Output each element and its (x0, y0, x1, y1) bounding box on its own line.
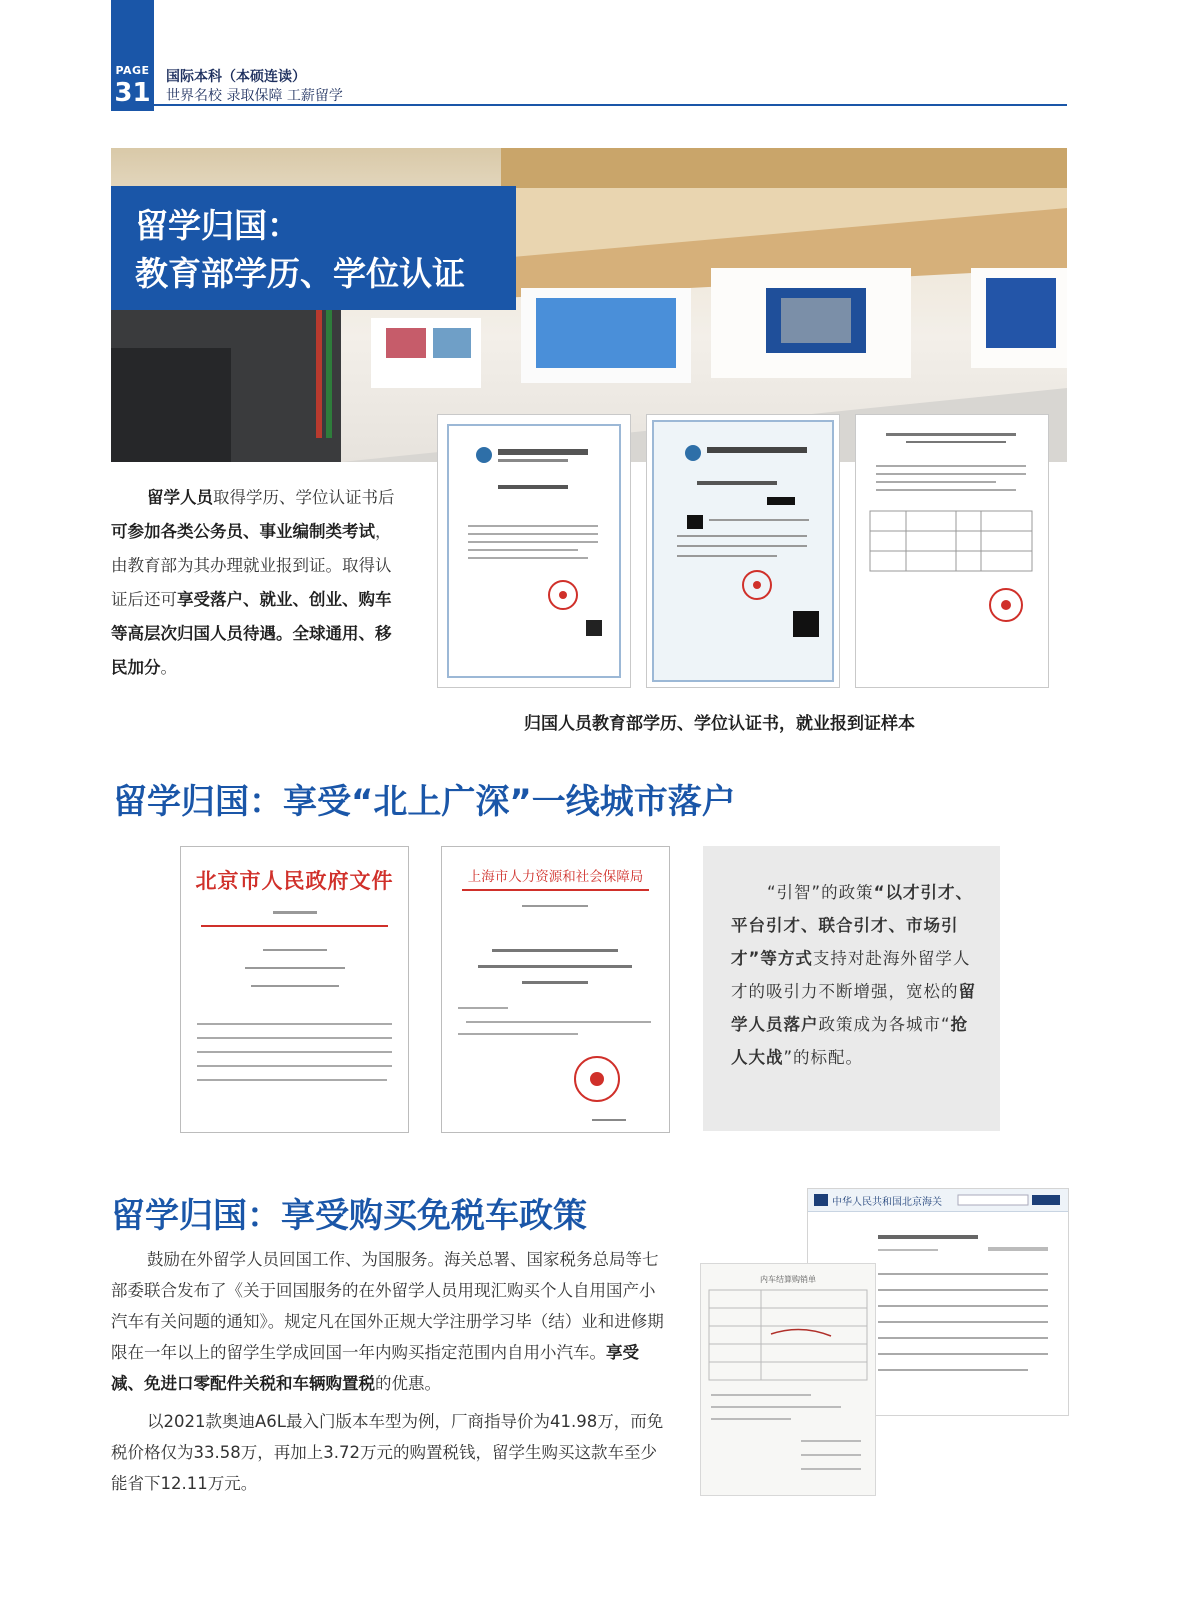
page-number-tab (111, 0, 154, 111)
car-purchase-form-image (700, 1263, 876, 1496)
degree-certificate-sample (437, 414, 631, 688)
car-form-title: 内车结算购销单 (760, 1275, 816, 1284)
car-text-1: 鼓励在外留学人员回国工作、为国服务。海关总署、国家税务总局等七部委联合发布了《关于回国服务的在外留学人员用现汇购买个人自用国产小汽车有关问题的通知》。规定凡在国外正规大学注册学习毕（结）业和进修期限在一年以上的留学生学成回国一年内购买指定范围内自用小汽车。 (111, 1250, 664, 1362)
cert-text-5: 享受落户、就业、创业、购车等高层次归国人员待遇。全球通用、移民加分 (111, 590, 392, 677)
employment-report-certificate-sample (855, 414, 1049, 688)
hero-title-line2: 教育部学历、学位认证 (135, 254, 465, 293)
car-policy-paragraph (111, 1244, 667, 1399)
talent-policy-paragraph (731, 876, 976, 1074)
policy-text-4: 留学人员落户 (731, 982, 976, 1034)
audi-example-text: 以2021款奥迪A6L最入门版本车型为例，厂商指导价为41.98万，而免税价格仅为33.58万，再加上3.72万元的购置税钱，留学生购买这款车至少能省下12.11万元。 (111, 1412, 664, 1493)
cert-text-2: 取得学历、学位认证书后 (213, 488, 395, 507)
car-text-2: 享受减、免进口零配件关税和车辆购置税 (111, 1343, 639, 1393)
page-number: 31 (114, 78, 151, 108)
page-label: PAGE (115, 64, 150, 77)
settlement-section-title: 留学归国：享受“北上广深”一线城市落户 (113, 782, 736, 822)
cert-text-1: 留学人员 (147, 488, 213, 507)
policy-text-2: “以才引才、平台引才、联合引才、市场引才”等方式 (731, 883, 973, 968)
hero-title-line1: 留学归国： (135, 206, 300, 245)
hero-title-box (111, 186, 516, 310)
header-title: 国际本科（本硕连读） (166, 69, 306, 85)
cert-text-6: 。 (160, 658, 177, 677)
policy-text-7: ”的标配。 (783, 1048, 864, 1067)
certification-paragraph (111, 481, 401, 685)
car-text-3: 的优惠。 (375, 1374, 441, 1393)
policy-text-6: 抢人大战 (731, 1015, 969, 1067)
header-divider (154, 104, 1067, 106)
audi-example-paragraph (111, 1406, 667, 1499)
diploma-certificate-sample (646, 414, 840, 688)
customs-site-header: 中华人民共和国北京海关 (832, 1197, 942, 1208)
beijing-government-document (180, 846, 409, 1133)
policy-text-1: “引智”的政策 (767, 883, 874, 902)
header-subtitle: 世界名校 录取保障 工薪留学 (166, 88, 343, 104)
cert-text-4: ，由教育部为其办理就业报到证。取得认证后还可 (111, 522, 392, 609)
policy-text-5: 政策成为各城市“ (818, 1015, 951, 1034)
car-section-title: 留学归国：享受购买免税车政策 (111, 1196, 587, 1236)
cert-text-3: 可参加各类公务员、事业编制类考试 (111, 522, 375, 541)
certificate-caption: 归国人员教育部学历、学位认证书，就业报到证样本 (524, 714, 915, 734)
talent-policy-box (703, 846, 1000, 1131)
shanghai-hr-document (441, 846, 670, 1133)
policy-text-3: 支持对赴海外留学人才的吸引力不断增强，宽松的 (731, 949, 971, 1001)
shanghai-doc-header: 上海市人力资源和社会保障局 (467, 869, 644, 885)
beijing-doc-header: 北京市人民政府文件 (195, 868, 394, 893)
